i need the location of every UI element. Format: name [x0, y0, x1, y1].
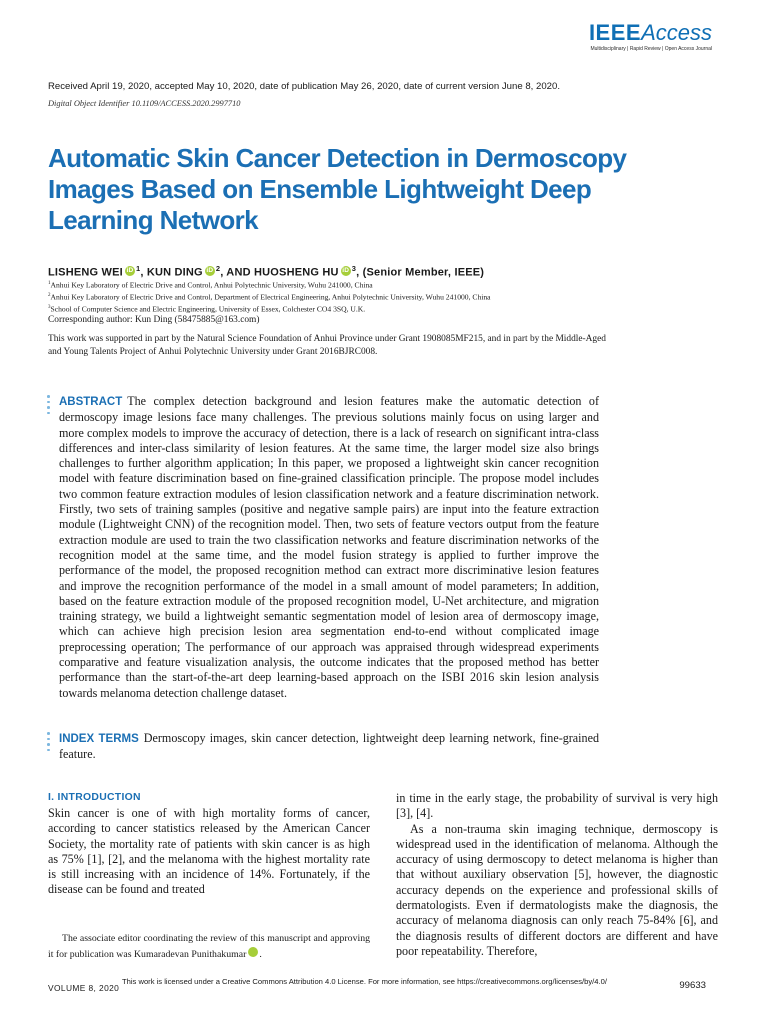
section-heading: I. INTRODUCTION [48, 792, 141, 803]
paper-title: Automatic Skin Cancer Detection in Dermoscopy Images Based on Ensemble Lightweight Deep Learning Network [48, 143, 627, 235]
editor-footnote: The associate editor coordinating the review of this manuscript and approving it for publication was Kumaradevan Punithakumar iD. [48, 933, 370, 960]
corresponding-author: Corresponding author: Kun Ding (58475885@163.com) [48, 315, 260, 325]
orcid-icon[interactable]: iD [248, 947, 258, 957]
logo-tagline: Multidisciplinary | Rapid Review | Open Access Journal [590, 46, 712, 52]
author-separator: , AND [220, 266, 254, 279]
index-terms [59, 731, 599, 763]
body-paragraph-left: Skin cancer is one of with high mortality forms of cancer, according to cancer statistics released by the American Cancer Society, the mortality rate of patients with skin cancer is as high as 75% [1], [2], and the melanoma with the highest mortality rate is still increasing with an incidence of 14%. Fortunately, if the disease can be found and treated [48, 806, 370, 897]
affiliations [48, 279, 491, 315]
body-paragraph: in time in the early stage, the probability of survival is very high [3], [4]. [396, 791, 718, 821]
author-name: KUN DING [146, 266, 203, 279]
abstract [59, 394, 599, 701]
journal-logo [589, 22, 712, 52]
footer-volume: VOLUME 8, 2020 [48, 983, 120, 993]
affiliation-line: $^1$Anhui Key Laboratory of Electric Drive and Control, Anhui Polytechnic University, Wuhu 241000, China [48, 280, 373, 290]
affiliation-line: $^2$Anhui Key Laboratory of Electric Drive and Control, Department of Electrical Engineering, Anhui Polytechnic University, Wuhu 241000, China [48, 292, 491, 302]
page-number: 99633 [679, 980, 706, 991]
index-terms-text: Dermoscopy images, skin cancer detection, lightweight deep learning network, fine-grained feature. [59, 731, 599, 762]
orcid-icon[interactable]: iD [342, 266, 350, 274]
orcid-icon[interactable]: iD [206, 266, 214, 274]
logo-wordmark: IEEEAccess [588, 20, 712, 45]
footer-license[interactable]: This work is licensed under a Creative Commons Attribution 4.0 License. For more information, see https://creativecommons.org/licenses/by/4.0/ [122, 977, 607, 986]
author-affil-mark: 1 [135, 264, 141, 273]
author-suffix: , (Senior Member, IEEE) [356, 266, 485, 279]
body-column-right [396, 791, 718, 959]
doi-line: Digital Object Identifier 10.1109/ACCESS.2020.2997710 [48, 99, 241, 108]
abstract-text: The complex detection background and lesion features make the automatic detection of dermoscopy image lesions face many challenges. The previous solutions mainly focus on using larger and more complex models to improve the accuracy of detection, there is a lack of research on significant intra-class differences and inter-class similarity of lesion features. At the same time, the larger model size also brings challenges to further algorithm application; In this paper, we proposed a lightweight skin cancer recognition model with feature discrimination based on fine-grained classification principle. The propose model includes two common feature extraction modules of lesion classification network and a feature discrimination network. Firstly, two sets of training samples (positive and negative sample pairs) are input into the feature extraction module (Lightweight CNN) of the recognition model. Then, two sets of feature vectors output from the feature extraction module are used to train the two classification networks and feature discrimination networks of the recognition model at the same time, and the model fusion strategy is applied to further improve the performance of the model, the proposed recognition method can extract more discriminative lesion features and improve the recognition performance of the model in a small amount of model parameters; In addition, based on the feature extraction module of the proposed recognition model, U-Net architecture, and migration training strategy, we build a lightweight semantic segmentation model of lesion area of dermoscopy image, which can achieve high precision lesion area segmentation end-to-end without complicated image preprocessing operation; The performance of our approach was appraised through widespread experiments comparative and feature visualization analysis, the outcome indicates that the proposed method has better performance than the start-of-the-art deep learning-based approach on the ISBI 2016 skin lesion analysis towards melanoma detection challenge dataset. [59, 394, 599, 700]
author-separator: , [140, 266, 147, 279]
abstract-marker-icon [47, 395, 51, 414]
orcid-icon[interactable]: iD [126, 266, 134, 274]
author-name: HUOSHENG HU [254, 266, 339, 279]
index-terms-marker-icon [47, 732, 51, 751]
body-paragraph: As a non-trauma skin imaging technique, dermoscopy is widespread used in the identification of melanoma. Although the accuracy of using dermoscopy to detect melanoma is higher than that without auxiliary observation [5], however, the diagnostic accuracy depends on the experience and professional skills of dermatologists. Even if dermatologists make the diagnosis, the accuracy of melanoma diagnosis can only reach 75-84% [6], and the diagnosis results of different doctors are different and have poor repeatability. Therefore, [396, 821, 718, 958]
author-affil-mark: 2 [215, 264, 221, 273]
author-name: LISHENG WEI [48, 266, 123, 279]
footnote-text: The associate editor coordinating the review of this manuscript and approving it for publication was Kumaradevan Punithakumar [48, 933, 370, 960]
abstract-label: ABSTRACT [59, 396, 123, 408]
author-affil-mark: 3 [351, 264, 357, 273]
affiliation-line: $^3$School of Computer Science and Electric Engineering, University of Essex, Colchester CO4 3SQ, U.K. [48, 304, 366, 314]
funding-statement: This work was supported in part by the Natural Science Foundation of Anhui Province under Grant 1908085MF215, and in part by the Middle-Aged and Young Talents Project of Anhui Polytechnic University under Grant 2016BJRC008. [48, 334, 606, 357]
received-dates: Received April 19, 2020, accepted May 10, 2020, date of publication May 26, 2020, date of current version June 8, 2020. [48, 81, 561, 92]
index-terms-label: INDEX TERMS [59, 733, 139, 745]
author-list [48, 264, 484, 279]
